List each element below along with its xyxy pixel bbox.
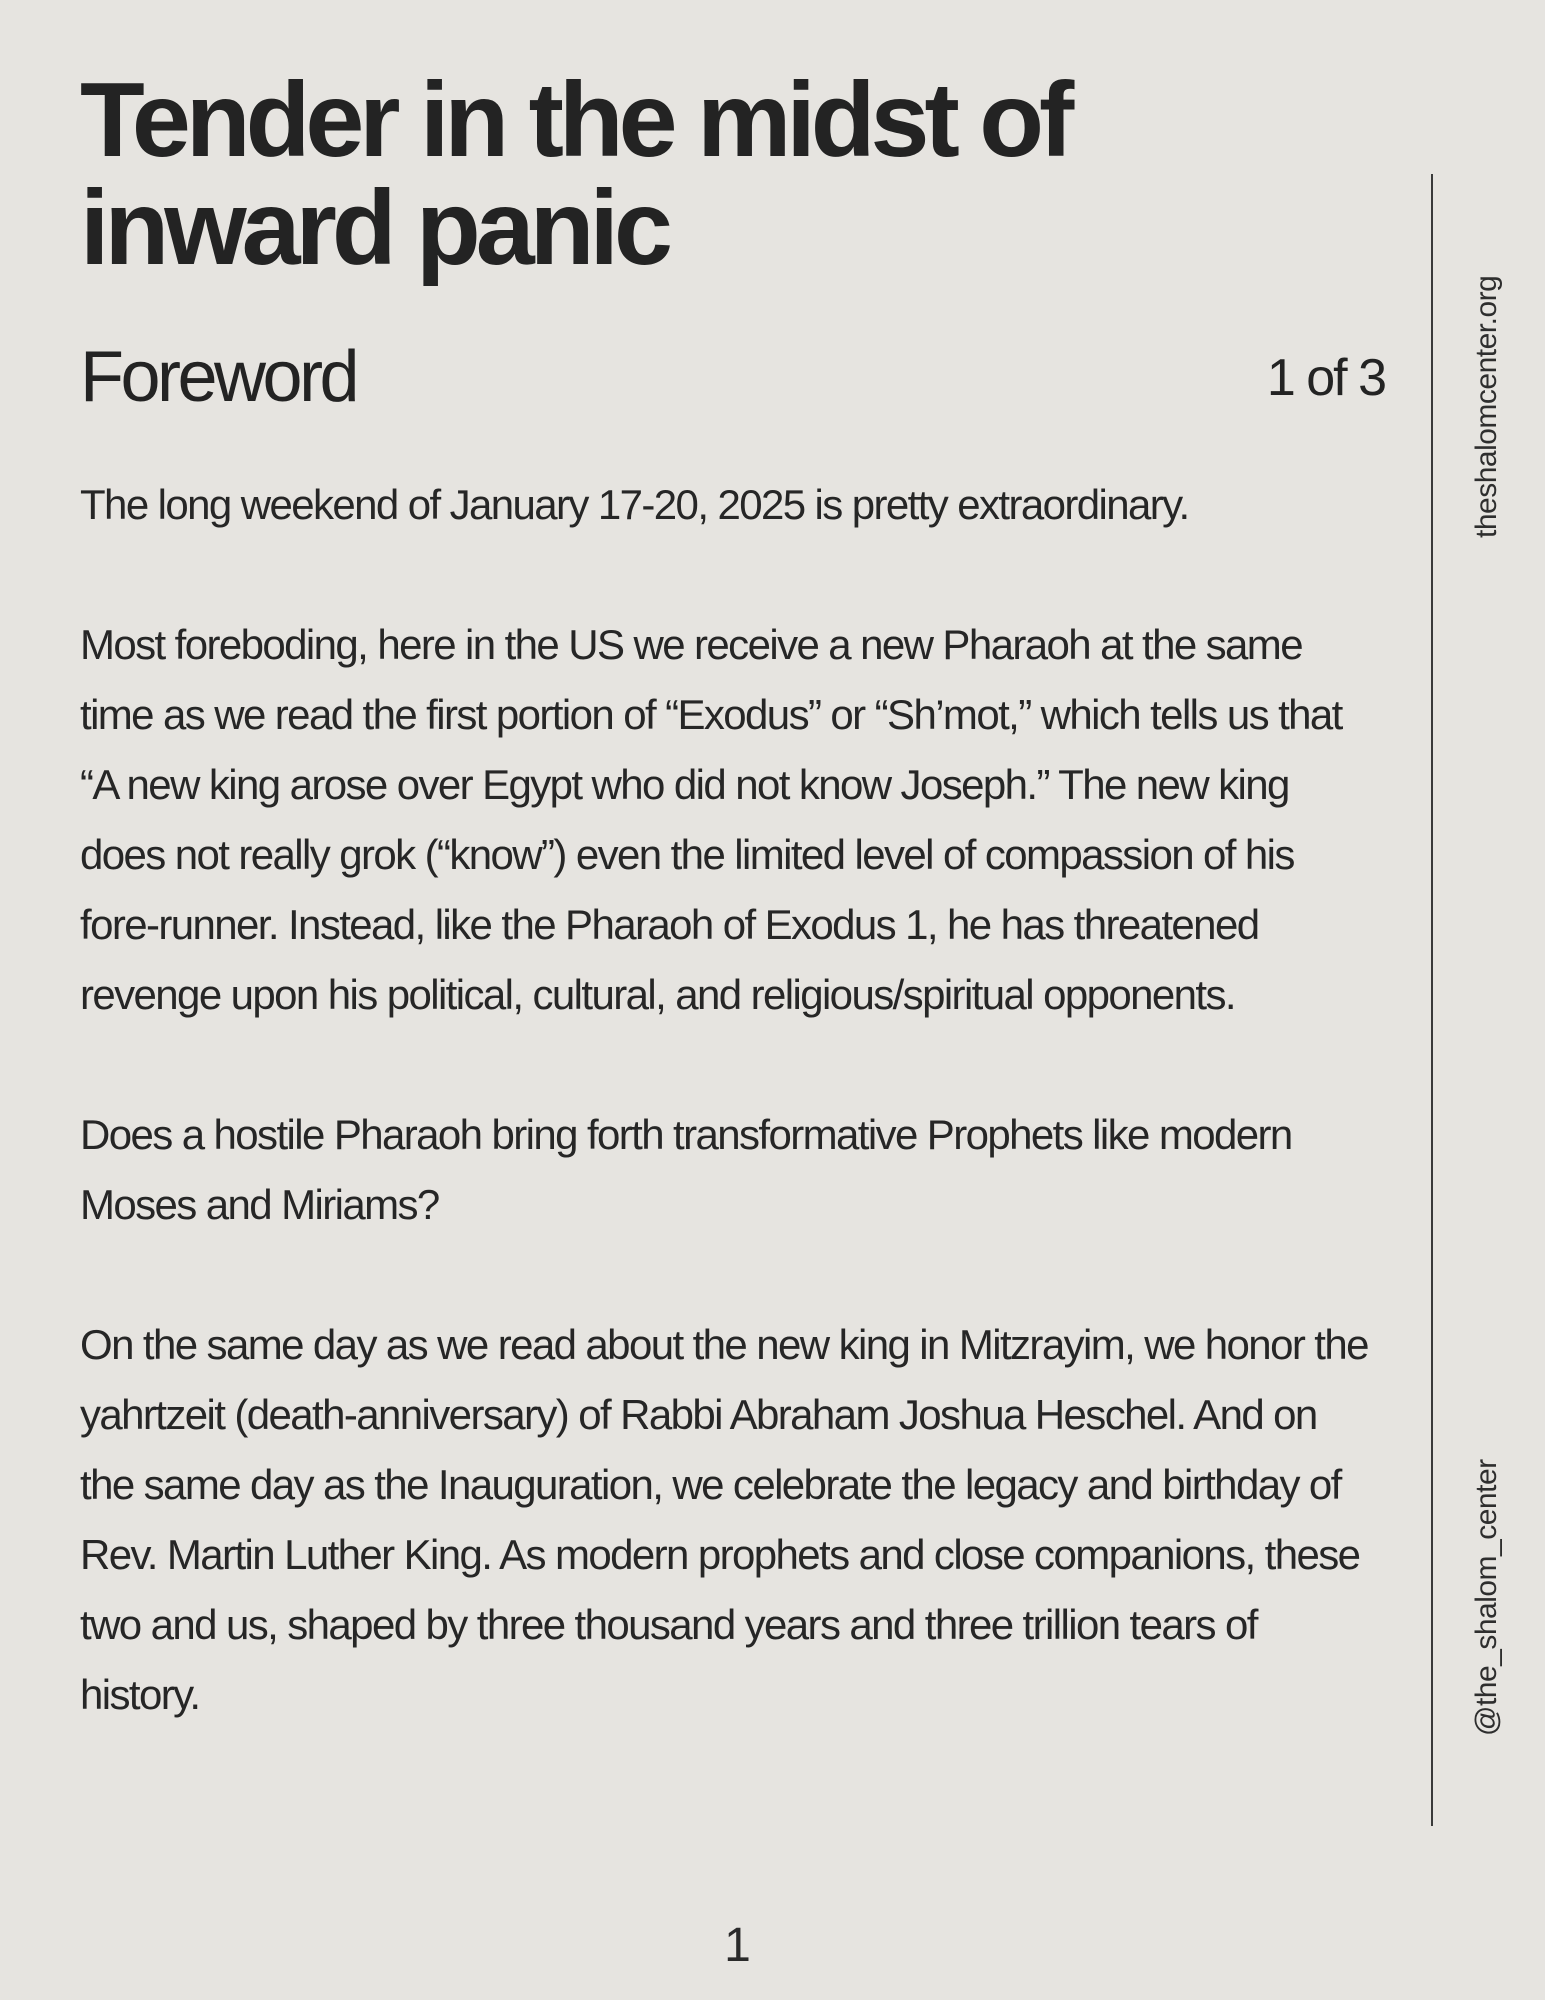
paragraph-3: Does a hostile Pharaoh bring forth transformative Prophets like modern Moses and Miriams? xyxy=(80,1111,1292,1228)
paragraph-1: The long weekend of January 17-20, 2025 is pretty extraordinary. xyxy=(80,481,1189,528)
part-indicator: 1 of 3 xyxy=(1266,349,1385,407)
sidebar-handle: @the_shalom_center xyxy=(1470,1459,1503,1736)
sidebar-website: theshalomcenter.org xyxy=(1470,275,1503,538)
document-title: Tender in the midst of inward panic xyxy=(80,61,1070,287)
body-text xyxy=(80,470,1370,1800)
sidebar-divider xyxy=(1431,174,1433,1826)
page-number: 1 xyxy=(724,1919,751,1972)
section-heading: Foreword xyxy=(80,337,357,417)
paragraph-4: On the same day as we read about the new king in Mitzrayim, we honor the yahrtzeit (death-anniversary) of Rabbi Abraham Joshua Heschel. And on the same day as the Inauguration, we celebrate the legacy and birthday of Rev. Martin Luther King. As modern prophets and close companions, these two and us, shaped by three thousand years and three trillion tears of history. xyxy=(80,1321,1368,1718)
paragraph-2: Most foreboding, here in the US we receive a new Pharaoh at the same time as we read the first portion of “Exodus” or “Sh’mot,” which tells us that “A new king arose over Egypt who did not know Joseph.” The new king does not really grok (“know”) even the limited level of compassion of his fore-runner. Instead, like the Pharaoh of Exodus 1, he has threatened revenge upon his political, cultural, and religious/spiritual opponents. xyxy=(80,621,1342,1018)
